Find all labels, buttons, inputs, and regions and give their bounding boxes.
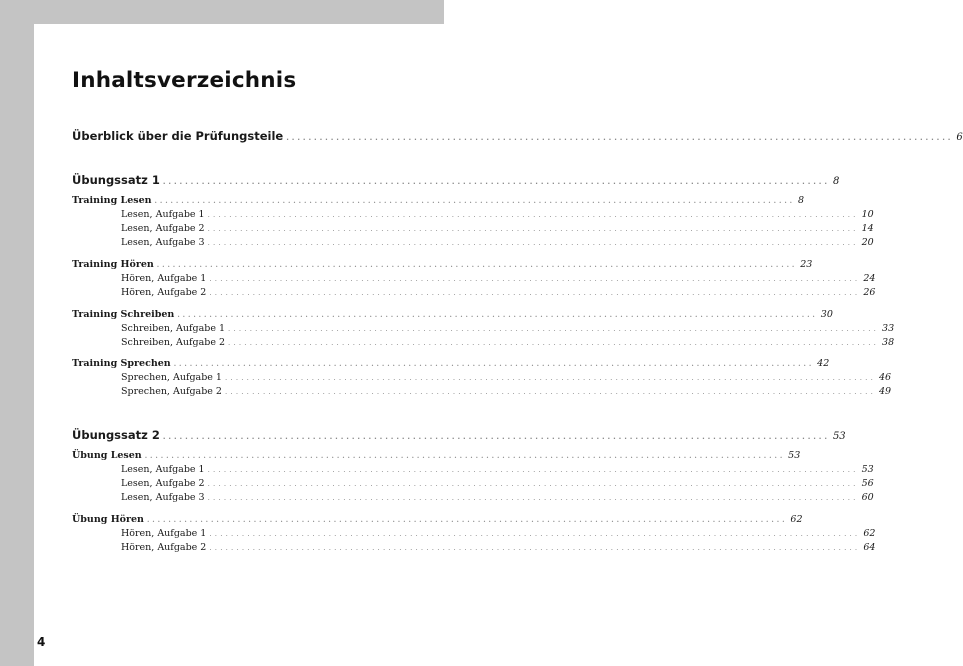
side-margin-band (0, 0, 34, 666)
toc-entry-page: 20 (861, 237, 874, 248)
toc-item[interactable] (121, 209, 874, 220)
top-margin-band (34, 0, 444, 24)
page-title: Inhaltsverzeichnis (72, 68, 297, 93)
toc-section-training-sprechen[interactable] (72, 358, 830, 369)
dot-leader: ........................................................................................................................ (162, 178, 830, 186)
toc-section-uebung-lesen[interactable] (72, 450, 801, 461)
toc-entry-page: 23 (800, 259, 813, 270)
toc-entry-label: Lesen, Aufgabe 2 (121, 223, 205, 234)
toc-entry-page: 64 (863, 542, 876, 553)
dot-leader: ........................................................................................................................ (207, 239, 859, 247)
toc-entry-label: Sprechen, Aufgabe 2 (121, 386, 222, 397)
toc-entry-page: 14 (861, 223, 874, 234)
toc-entry-page: 42 (817, 358, 830, 369)
toc-section-training-schreiben[interactable] (72, 309, 833, 320)
dot-leader: ........................................................................................................................ (177, 310, 818, 319)
toc-entry-label: Schreiben, Aufgabe 1 (121, 323, 226, 334)
dot-leader: ........................................................................................................................ (228, 339, 880, 347)
toc-entry-page: 49 (879, 386, 892, 397)
toc-entry-page: 46 (879, 372, 892, 383)
dot-leader: ........................................................................................................................ (209, 530, 861, 538)
dot-leader: ........................................................................................................................ (224, 374, 876, 382)
toc-item[interactable] (121, 528, 876, 539)
toc-entry-page: 56 (861, 478, 874, 489)
toc-item[interactable] (121, 337, 895, 348)
toc-entry-label: Training Schreiben (72, 309, 175, 320)
toc-entry-page: 53 (861, 464, 874, 475)
dot-leader: ........................................................................................................................ (144, 451, 786, 460)
toc-entry-label: Hören, Aufgabe 2 (121, 287, 207, 298)
toc-entry-label: Lesen, Aufgabe 1 (121, 209, 205, 220)
toc-item[interactable] (121, 287, 876, 298)
dot-leader: ........................................................................................................................ (207, 494, 859, 502)
toc-entry-page: 53 (832, 431, 846, 442)
toc-entry-page: 33 (882, 323, 895, 334)
dot-leader: ........................................................................................................................ (224, 388, 876, 396)
toc-entry-label: Training Lesen (72, 195, 152, 206)
toc-entry-label: Lesen, Aufgabe 1 (121, 464, 205, 475)
toc-entry-page: 8 (798, 195, 805, 206)
toc-item[interactable] (121, 323, 895, 334)
dot-leader: ........................................................................................................................ (173, 359, 815, 368)
toc-item[interactable] (121, 464, 874, 475)
toc-entry-label: Hören, Aufgabe 2 (121, 542, 207, 553)
toc-entry-label: Übungssatz 2 (72, 428, 160, 442)
toc-entry-set-2[interactable] (72, 428, 846, 442)
toc-item[interactable] (121, 386, 892, 397)
toc-entry-page: 62 (790, 514, 803, 525)
toc-entry-label: Überblick über die Prüfungsteile (72, 129, 284, 143)
toc-item[interactable] (121, 492, 874, 503)
dot-leader: ........................................................................................................................ (207, 480, 859, 488)
dot-leader: ........................................................................................................................ (156, 260, 798, 269)
toc-entry-label: Training Sprechen (72, 358, 171, 369)
toc-item[interactable] (121, 372, 892, 383)
toc-entry-page: 30 (820, 309, 833, 320)
toc-entry-set-1[interactable] (72, 173, 840, 187)
toc-entry-page: 8 (832, 176, 840, 187)
toc-entry-label: Übungssatz 1 (72, 173, 160, 187)
toc-entry-page: 24 (863, 273, 876, 284)
toc-section-training-hoeren[interactable] (72, 259, 813, 270)
toc-entry-page: 6 (956, 132, 963, 143)
toc-entry-page: 62 (863, 528, 876, 539)
dot-leader: ........................................................................................................................ (146, 515, 788, 524)
toc-entry-label: Training Hören (72, 259, 154, 270)
dot-leader: ........................................................................................................................ (209, 289, 861, 297)
toc-entry-page: 26 (863, 287, 876, 298)
dot-leader: ........................................................................................................................ (286, 134, 954, 142)
toc-entry-label: Sprechen, Aufgabe 1 (121, 372, 222, 383)
toc-entry-page: 53 (788, 450, 801, 461)
toc-item[interactable] (121, 223, 874, 234)
dot-leader: ........................................................................................................................ (209, 275, 861, 283)
dot-leader: ........................................................................................................................ (207, 225, 859, 233)
toc-item[interactable] (121, 237, 874, 248)
dot-leader: ........................................................................................................................ (209, 544, 861, 552)
toc-entry-label: Übung Hören (72, 514, 144, 525)
toc-entry-overview[interactable] (72, 129, 963, 143)
toc-entry-label: Übung Lesen (72, 450, 142, 461)
toc-entry-page: 10 (861, 209, 874, 220)
toc-entry-label: Hören, Aufgabe 1 (121, 528, 207, 539)
page-number: 4 (37, 635, 46, 649)
toc-entry-label: Lesen, Aufgabe 3 (121, 492, 205, 503)
dot-leader: ........................................................................................................................ (162, 433, 830, 441)
toc-section-uebung-hoeren[interactable] (72, 514, 803, 525)
toc-entry-label: Hören, Aufgabe 1 (121, 273, 207, 284)
toc-entry-page: 38 (882, 337, 895, 348)
toc-item[interactable] (121, 478, 874, 489)
dot-leader: ........................................................................................................................ (207, 211, 859, 219)
dot-leader: ........................................................................................................................ (207, 466, 859, 474)
toc-entry-label: Lesen, Aufgabe 2 (121, 478, 205, 489)
dot-leader: ........................................................................................................................ (228, 325, 880, 333)
toc-entry-page: 60 (861, 492, 874, 503)
dot-leader: ........................................................................................................................ (154, 196, 795, 205)
toc-entry-label: Schreiben, Aufgabe 2 (121, 337, 226, 348)
toc-item[interactable] (121, 273, 876, 284)
toc-entry-label: Lesen, Aufgabe 3 (121, 237, 205, 248)
toc-item[interactable] (121, 542, 876, 553)
toc-section-training-lesen[interactable] (72, 195, 805, 206)
